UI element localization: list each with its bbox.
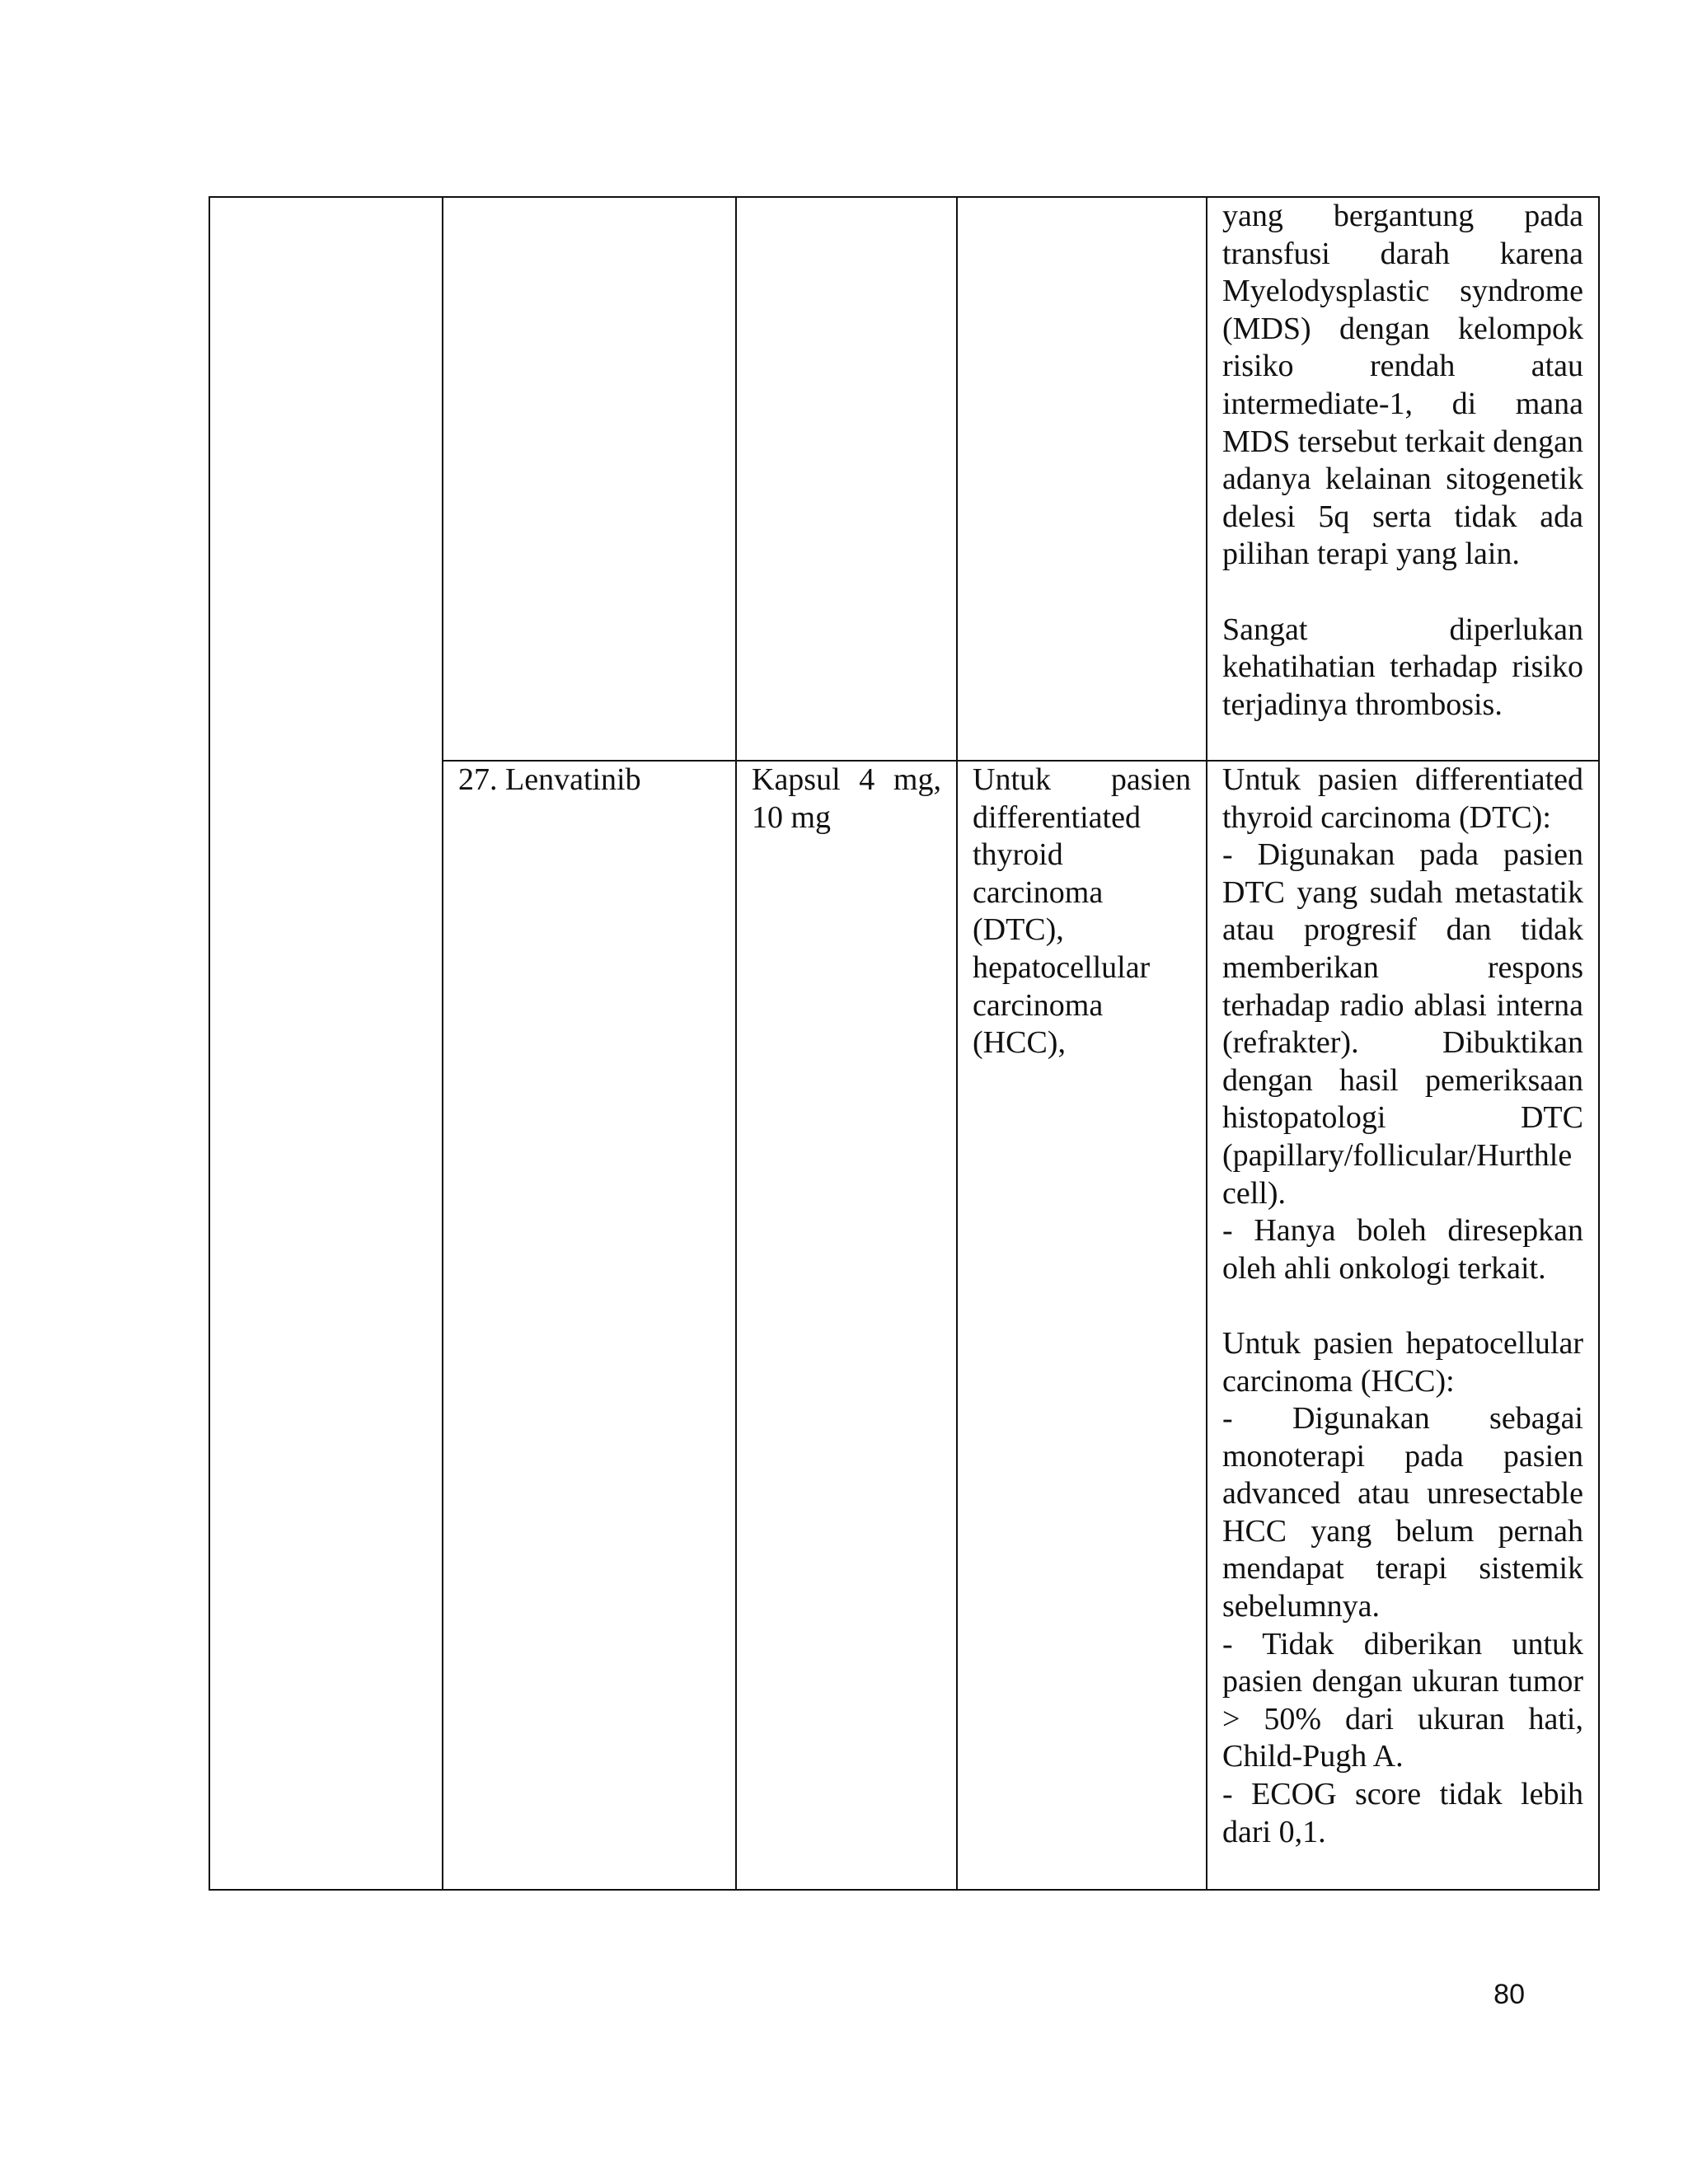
hcc-heading: Untuk pasien hepatocellular carcinoma (HCC): <box>1222 1325 1583 1399</box>
hcc-item: - ECOG score tidak lebih dari 0,1. <box>1222 1777 1583 1849</box>
restriction-paragraph: yang bergantung pada transfusi darah karena Myelodysplastic syndrome (MDS) dengan kelompok risiko rendah atau intermediate-1, di mana MDS tersebut terkait dengan adanya kelainan sitogenetik delesi 5q serta tidak ada pilihan terapi yang lain. <box>1222 199 1583 572</box>
paragraph-gap <box>1222 1287 1583 1325</box>
table-row-continued <box>209 197 1599 761</box>
cell-restrictions-continued <box>1207 197 1599 761</box>
paragraph-gap <box>1222 574 1583 612</box>
dtc-item: - Digunakan pada pasien DTC yang sudah metastatik atau progresif dan tidak memberikan respons terhadap radio ablasi interna (refrakter). Dibuktikan dengan hasil pemeriksaan histopatologi DTC (papillary/follicular/Hurthle cell). <box>1222 837 1583 1211</box>
cell-dosage-empty <box>736 197 957 761</box>
cell-category-empty <box>209 197 443 1890</box>
dosage-form: Kapsul 4 mg, 10 mg <box>752 762 941 835</box>
cell-restrictions <box>1207 761 1599 1890</box>
cell-indication-empty <box>957 197 1207 761</box>
cell-drug-name <box>443 761 736 1890</box>
hcc-item: - Digunakan sebagai monoterapi pada pasien advanced atau unresectable HCC yang belum pernah mendapat terapi sistemik sebelumnya. <box>1222 1401 1583 1624</box>
restriction-paragraph: Sangat diperlukan kehatihatian terhadap risiko terjadinya thrombosis. <box>1222 612 1583 722</box>
dtc-heading: Untuk pasien differentiated thyroid carcinoma (DTC): <box>1222 762 1583 835</box>
cell-drug-empty <box>443 197 736 761</box>
formulary-table <box>209 196 1600 1891</box>
cell-dosage-form <box>736 761 957 1890</box>
cell-indication <box>957 761 1207 1890</box>
drug-name: 27. Lenvatinib <box>458 762 641 797</box>
page-number: 80 <box>1493 1979 1525 2010</box>
indication-text: Untuk pasien differentiated thyroid carcinoma (DTC), hepatocellular carcinoma (HCC), <box>973 762 1191 1061</box>
dtc-item: - Hanya boleh diresepkan oleh ahli onkologi terkait. <box>1222 1213 1583 1286</box>
hcc-item: - Tidak diberikan untuk pasien dengan ukuran tumor > 50% dari ukuran hati, Child-Pugh A. <box>1222 1626 1583 1774</box>
